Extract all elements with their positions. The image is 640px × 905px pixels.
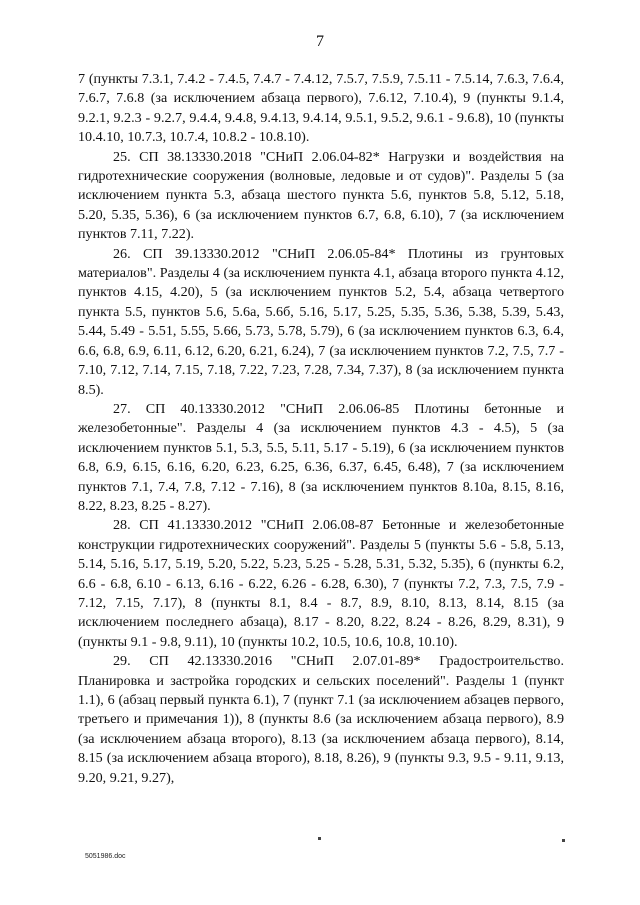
document-body (78, 70, 564, 788)
page-number: 7 (316, 33, 324, 50)
paragraph-item-27: 27. СП 40.13330.2012 "СНиП 2.06.06-85 Плотины бетонные и железобетонные". Разделы 4 (за исключением пунктов 4.3 - 4.5), 5 (за исключением пунктов 5.1, 5.3, 5.5, 5.11, 5.17 - 5.19), 6 (за исключением пунктов 6.8, 6.9, 6.15, 6.16, 6.20, 6.23, 6.25, 6.36, 6.37, 6.45, 6.48), 7 (за исключением пунктов 7.1, 7.4, 7.8, 7.12 - 7.16), 8 (за исключением пунктов 8.10а, 8.15, 8.16, 8.22, 8.23, 8.25 - 8.27). (78, 400, 564, 514)
scan-mark (562, 839, 565, 842)
paragraph-item-28: 28. СП 41.13330.2012 "СНиП 2.06.08-87 Бетонные и железобетонные конструкции гидротехнических сооружений". Разделы 5 (пункты 5.6 - 5.8, 5.13, 5.14, 5.16, 5.17, 5.19, 5.20, 5.22, 5.23, 5.25 - 5.28, 5.31, 5.32, 5.35), 6 (пункты 6.2, 6.6 - 6.8, 6.10 - 6.13, 6.16 - 6.22, 6.26 - 6.28, 6.30), 7 (пункты 7.2, 7.3, 7.5, 7.9 - 7.12, 7.15, 7.17), 8 (пункты 8.1, 8.4 - 8.7, 8.9, 8.10, 8.13, 8.14, 8.15 (за исключением последнего абзаца), 8.17 - 8.20, 8.22, 8.24 - 8.26, 8.29, 8.31), 9 (пункты 9.1 - 9.8, 9.11), 10 (пункты 10.2, 10.5, 10.6, 10.8, 10.10). (78, 517, 564, 650)
scan-mark (318, 837, 321, 840)
footer-doc-id: 5051986.doc (85, 853, 126, 860)
paragraph-item-26: 26. СП 39.13330.2012 "СНиП 2.06.05-84* Плотины из грунтовых материалов". Разделы 4 (за исключением пункта 4.1, абзаца второго пункта 4.12, пунктов 4.15, 4.20), 5 (за исключением пунктов 5.2, 5.4, абзаца четвертого пункта 5.5, пунктов 5.6, 5.6а, 5.6б, 5.16, 5.17, 5.25, 5.35, 5.36, 5.38, 5.39, 5.43, 5.44, 5.49 - 5.51, 5.55, 5.66, 5.73, 5.78, 5.79), 6 (за исключением пунктов 6.3, 6.4, 6.6, 6.8, 6.9, 6.11, 6.12, 6.20, 6.21, 6.24), 7 (за исключением пунктов 7.2, 7.5, 7.7 - 7.10, 7.12, 7.14, 7.15, 7.18, 7.22, 7.23, 7.28, 7.34, 7.37), 8 (за исключением пункта 8.5). (78, 245, 564, 398)
paragraph-item-29: 29. СП 42.13330.2016 "СНиП 2.07.01-89* Градостроительство. Планировка и застройка городских и сельских поселений". Разделы 1 (пункт 1.1), 6 (абзац первый пункта 6.1), 7 (пункт 7.1 (за исключением абзацев первого, третьего и примечания 1)), 8 (пункты 8.6 (за исключением абзаца первого), 8.9 (за исключением абзаца второго), 8.13 (за исключением абзаца первого), 8.14, 8.15 (за исключением абзаца второго), 8.18, 8.26), 9 (пункты 9.3, 9.5 - 9.11, 9.13, 9.20, 9.21, 9.27), (78, 653, 564, 786)
paragraph-continuation: 7 (пункты 7.3.1, 7.4.2 - 7.4.5, 7.4.7 - 7.4.12, 7.5.7, 7.5.9, 7.5.11 - 7.5.14, 7.6.3, 7.6.4, 7.6.7, 7.6.8 (за исключением абзаца первого), 7.6.12, 7.10.4), 9 (пункты 9.1.4, 9.2.1, 9.2.3 - 9.2.7, 9.4.4, 9.4.8, 9.4.13, 9.4.14, 9.5.1, 9.5.2, 9.6.1 - 9.6.8), 10 (пункты 10.4.10, 10.7.3, 10.7.4, 10.8.2 - 10.8.10). (78, 71, 564, 146)
paragraph-item-25: 25. СП 38.13330.2018 "СНиП 2.06.04-82* Нагрузки и воздействия на гидротехнические сооружения (волновые, ледовые и от судов)". Разделы 5 (за исключением пункта 5.3, абзаца шестого пункта 5.6, пунктов 5.8, 5.12, 5.18, 5.20, 5.35, 5.36), 6 (за исключением пунктов 6.7, 6.8, 6.10), 7 (за исключением пунктов 7.11, 7.22). (78, 148, 564, 243)
